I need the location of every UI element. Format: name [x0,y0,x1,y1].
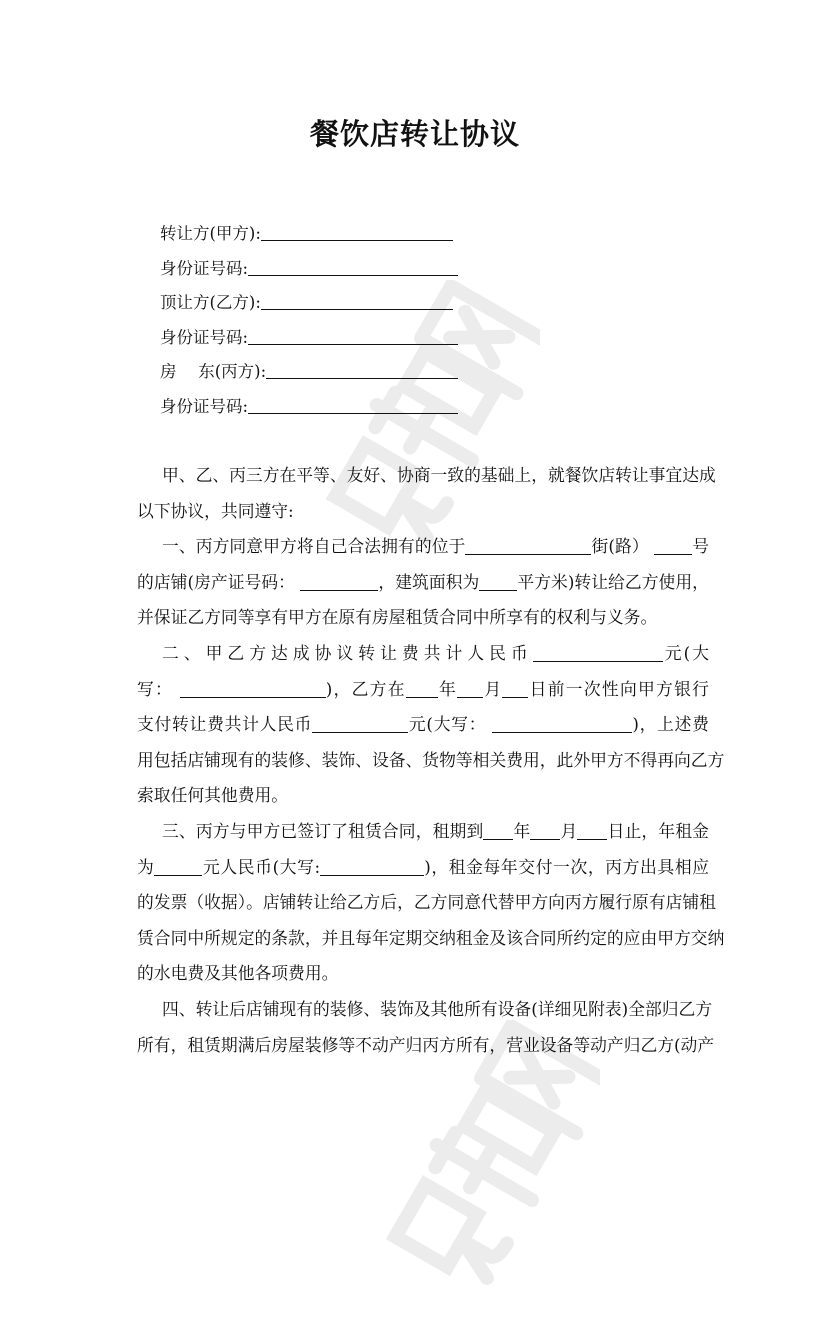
blank-line[interactable] [300,572,378,591]
text: 日前一次性向甲方银行 [528,678,709,699]
text: 的水电费及其他各项费用。 [137,963,339,984]
text: 的发票（收据）。店铺转让给乙方后，乙方同意代替甲方向丙方履行原有店铺租 [137,892,716,913]
text: 四、转让后店铺现有的装修、装饰及其他所有设备(详细见附表)全部归乙方 [162,998,713,1019]
text: )，上述费 [632,714,709,735]
text: 的店铺(房产证号码： [137,571,295,592]
paragraph-line [137,602,709,638]
paragraph-line [137,745,725,781]
text: 元人民币(大写: [202,856,321,877]
text: 二、甲乙方达成协议转让费共计人民币 [162,642,533,663]
text: 号 [692,536,709,557]
field-label: 身份证号码: [160,258,249,278]
paragraph-line [137,923,725,959]
text: 甲、乙、丙三方在平等、友好、协商一致的基础上，就餐饮店转让事宜达成 [162,465,716,485]
blank-line[interactable] [248,326,458,345]
paragraph-line [137,816,709,852]
text: )，租金每年交付一次，丙方出具相应 [424,856,709,877]
text: ，建筑面积为 [378,571,480,592]
page-title: 餐饮店转让协议 [309,117,520,151]
paragraph-line [137,994,713,1030]
paragraph-line [137,958,709,994]
field-id-c [160,393,458,428]
field-transferee [160,289,458,324]
agreement-body [137,460,725,1065]
text: 以下协议，共同遵守: [137,500,294,521]
text: 一、丙方同意甲方将自己合法拥有的位于 [162,536,466,557]
text: 所有，租赁期满后房屋装修等不动产归丙方所有，营业设备等动产归乙方(动产 [137,1034,715,1055]
text: 三、丙方与甲方已签订了租赁合同，租期到 [162,820,484,841]
paragraph-line [137,496,709,532]
blank-line[interactable] [248,395,458,414]
blank-line[interactable] [457,679,483,698]
text: 赁合同中所规定的条款，并且每年定期交纳租金及该合同所约定的应由甲方交纳 [137,927,725,948]
text: 元(大写： [408,714,487,735]
blank-line[interactable] [483,821,513,840]
text: 用包括店铺现有的装修、装饰、设备、货物等相关费用，此外甲方不得再向乙方 [137,749,725,770]
field-label: 转让方(甲方): [160,224,261,243]
blank-line[interactable] [465,536,591,555]
blank-line[interactable] [577,821,607,840]
paragraph-line [137,852,709,888]
blank-line[interactable] [502,679,528,698]
party-fields [160,220,458,427]
paragraph-line [137,531,709,567]
blank-line[interactable] [530,821,560,840]
paragraph-line [137,887,716,923]
text: 索取任何其他费用。 [137,785,289,806]
text: )，乙方在 [325,678,406,699]
text: 元(大 [662,642,709,663]
text: 月 [483,678,503,699]
blank-line[interactable] [320,857,424,876]
blank-line[interactable] [312,714,408,733]
field-label: 身份证号码: [160,327,249,347]
blank-line[interactable] [266,360,458,379]
paragraph-line [137,674,709,710]
blank-line[interactable] [492,714,632,733]
blank-line[interactable] [533,643,663,662]
text: 年 [513,820,531,841]
field-id-b [160,324,458,359]
text: 平方米)转让给乙方使用， [517,571,709,592]
paragraph-line [137,638,709,674]
field-transferor [160,220,458,255]
text: 写： [137,678,174,699]
text: 并保证乙方同等享有甲方在原有房屋租赁合同中所享有的权利与义务。 [137,607,658,628]
paragraph-line [137,567,709,603]
text: 街(路） [591,536,649,557]
blank-line[interactable] [654,536,692,555]
paragraph-line [137,709,709,745]
paragraph-line [137,460,716,496]
blank-line[interactable] [248,257,458,276]
field-id-a [160,255,458,290]
blank-line[interactable] [406,679,438,698]
text: 月 [560,820,578,841]
field-label: 顶让方(乙方): [160,293,261,312]
text: 为 [137,856,155,877]
text: 支付转让费共计人民币 [137,714,313,735]
blank-line[interactable] [261,222,453,241]
blank-line[interactable] [261,291,453,310]
text: 年 [437,678,458,699]
field-landlord [160,358,458,393]
paragraph-line [137,780,709,816]
text: 日止，年租金 [607,820,709,841]
field-label: 房 东(丙方): [160,362,267,381]
blank-line[interactable] [154,857,202,876]
field-label: 身份证号码: [160,396,249,416]
blank-line[interactable] [479,572,517,591]
paragraph-line [137,1030,715,1066]
blank-line[interactable] [180,679,326,698]
